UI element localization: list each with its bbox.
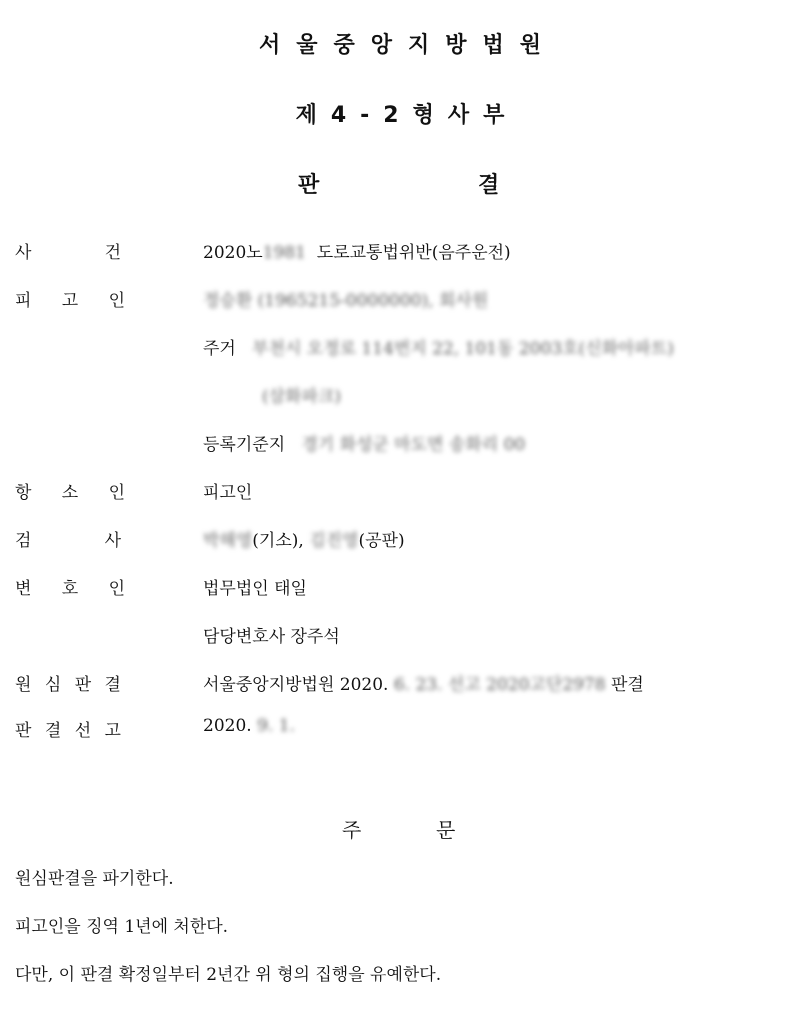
counsel-label: 변 호 인: [15, 579, 125, 599]
case-value: [203, 238, 511, 263]
division-name: 제4-2형사부: [295, 103, 519, 128]
defendant-address-2: [262, 382, 341, 407]
document-title-right: 결: [478, 173, 500, 198]
redacted-address-line2: (삼화파크): [262, 387, 341, 407]
case-name: 도로교통법위반(음주운전): [316, 243, 511, 263]
prosecutor-value: 박해영(기소), 김진영(공판): [203, 526, 405, 551]
prosecutor-label: 검 사: [15, 531, 121, 551]
redacted-verdict-date: 9. 1.: [257, 716, 295, 736]
redacted-case-number: 1981: [262, 243, 306, 263]
disposition-line-2: 피고인을 징역 1년에 처한다.: [15, 917, 229, 937]
redacted-address-line1: 부천시 오정로 114번지 22, 101동 2003호(신화아파트): [252, 339, 674, 359]
document-title-left: 판: [298, 173, 320, 198]
disposition-line-1: 원심판결을 파기한다.: [15, 869, 174, 889]
verdict-date-label: 판 결 선 고: [15, 721, 121, 741]
registered-place: [203, 430, 525, 455]
defendant-name: [203, 286, 488, 311]
appellant-value: 피고인: [203, 483, 253, 503]
redacted-original-judgment: 6. 23. 선고 2020고단2978: [393, 675, 606, 695]
original-judgment-value: 서울중앙지방법원 2020. 6. 23. 선고 2020고단2978 판결: [203, 670, 644, 695]
verdict-date-value: 2020. 9. 1.: [203, 716, 295, 736]
registered-label: 등록기준지: [203, 435, 286, 455]
case-label: 사 건: [15, 243, 121, 263]
appellant-label: 항 소 인: [15, 483, 125, 503]
case-number-prefix: 2020노: [203, 243, 263, 263]
redacted-registered-place: 경기 화성군 마도면 송화리 00: [301, 435, 526, 455]
redacted-prosecutor-1: 박해영: [203, 531, 253, 551]
disposition-title-right: 문: [436, 818, 456, 842]
original-judgment-label: 원 심 판 결: [15, 675, 121, 695]
counsel-attorney: 담당변호사 장주석: [203, 627, 340, 647]
court-name: 서울중앙지방법원: [258, 33, 558, 58]
defendant-label: 피 고 인: [15, 291, 125, 311]
address-label: 주거: [203, 339, 236, 359]
disposition-title-left: 주: [342, 818, 362, 842]
redacted-prosecutor-2: 김진영: [309, 531, 359, 551]
counsel-firm: 법무법인 태일: [203, 579, 307, 599]
redacted-defendant-name: 정승환 (1965215-0000000), 회사원: [203, 291, 489, 311]
disposition-line-3: 다만, 이 판결 확정일부터 2년간 위 형의 집행을 유예한다.: [15, 965, 442, 985]
defendant-address: [203, 334, 674, 359]
